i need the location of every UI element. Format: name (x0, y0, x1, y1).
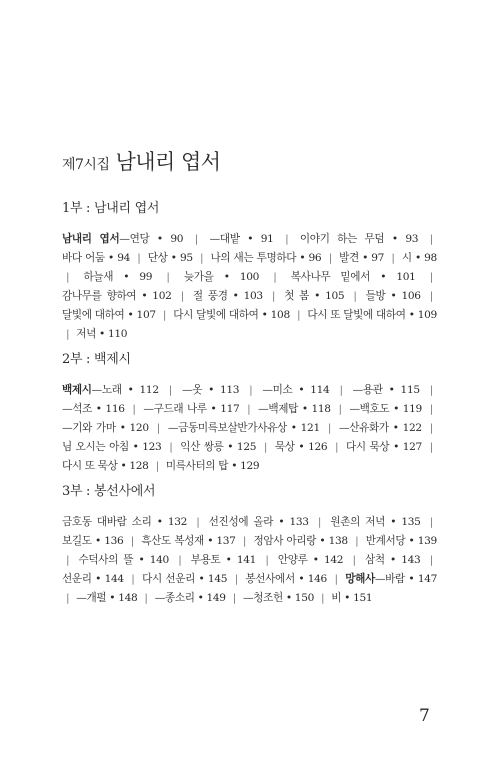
toc-entry: 나의 새는 투명하다 • 96 (210, 252, 322, 264)
toc-entry: 선운리 • 144 (62, 573, 124, 585)
toc-entry: —기와 가마 • 120 (62, 422, 149, 434)
toc-entry: 다시 선운리 • 145 (142, 573, 228, 585)
toc-entries (62, 381, 437, 476)
toc-entry: —백호도 • 119 (349, 403, 422, 415)
toc-entry: 단상 • 95 (147, 252, 193, 264)
toc-separator: | (66, 328, 70, 340)
section-3 (62, 480, 437, 608)
toc-separator: | (242, 535, 247, 547)
toc-entry: 발견 • 97 (339, 252, 385, 264)
toc-separator: | (429, 441, 433, 453)
toc-separator: | (339, 384, 343, 396)
toc-entry: 원촌의 저녁 • 135 (330, 516, 421, 528)
toc-entry: —대밭 • 91 (209, 233, 274, 245)
toc-separator: | (155, 460, 159, 472)
toc-entry: 이야기 하는 무덤 • 93 (299, 233, 419, 245)
collection-prefix: 제7시집 (62, 157, 110, 173)
toc-separator: | (168, 384, 172, 396)
toc-entry: —청조헌 • 150 (242, 592, 314, 604)
toc-separator: | (130, 535, 134, 547)
toc-entry: 익산 쌍릉 • 125 (180, 441, 257, 453)
toc-separator: | (132, 403, 136, 415)
toc-entry: 안양루 • 142 (277, 554, 344, 566)
toc-entry: 삼척 • 143 (365, 554, 421, 566)
toc-separator: | (66, 271, 70, 283)
toc-entry: —백제탑 • 118 (258, 403, 331, 415)
toc-separator: | (162, 309, 167, 321)
toc-entry: 들방 • 106 (365, 290, 421, 302)
toc-entry: 흑산도 복성재 • 137 (141, 535, 236, 547)
toc-entry: 다시 또 달빛에 대하여 • 109 (307, 309, 437, 321)
toc-separator: | (137, 252, 141, 264)
toc-separator: | (66, 592, 70, 604)
toc-separator: | (429, 554, 433, 566)
toc-entry: 보길도 • 136 (62, 535, 124, 547)
toc-separator: | (271, 290, 276, 302)
toc-separator: | (178, 554, 182, 566)
section-heading: 1부 : 남내리 엽서 (62, 201, 160, 216)
page-number: 7 (419, 706, 430, 726)
toc-separator: | (273, 271, 277, 283)
toc-entry: 봉선사에서 • 146 (245, 573, 327, 585)
toc-entry: 님 오시는 아침 • 123 (62, 441, 162, 453)
section-heading: 3부 : 봉선사에서 (62, 484, 156, 499)
toc-separator: | (334, 573, 338, 585)
toc-separator: | (429, 384, 433, 396)
toc-entry: 다시 또 묵상 • 128 (62, 460, 149, 472)
toc-entry: 비 • 151 (331, 592, 373, 604)
toc-separator: | (355, 535, 359, 547)
toc-separator: | (166, 271, 170, 283)
toc-separator: | (234, 573, 238, 585)
toc-separator: | (196, 516, 200, 528)
toc-separator: | (429, 403, 433, 415)
toc-entry: 달빛에 대하여 • 107 (62, 309, 156, 321)
toc-entry: 하늘새 • 99 (83, 271, 153, 283)
toc-entry-subtitle: —연당 • 90 (119, 233, 184, 245)
toc-separator: | (353, 290, 357, 302)
toc-separator: | (296, 309, 301, 321)
toc-separator: | (232, 592, 236, 604)
toc-entry: 금호동 대바람 소리 • 132 (62, 516, 187, 528)
toc-entry: 저녁 • 110 (76, 328, 128, 340)
toc-entry: 부용토 • 141 (190, 554, 257, 566)
toc-entry-series-title: 남내리 엽서 (62, 233, 120, 245)
toc-entry: 선진성에 올라 • 133 (208, 516, 309, 528)
toc-entry: 수덕사의 뜰 • 140 (78, 554, 169, 566)
toc-separator: | (156, 422, 160, 434)
toc-separator: | (265, 554, 269, 566)
toc-entry-subtitle: —노래 • 112 (91, 384, 159, 396)
collection-title (62, 146, 221, 176)
toc-separator: | (328, 252, 332, 264)
toc-entry: 늦가을 • 100 (183, 271, 260, 283)
toc-entry-subtitle: —바람 • 147 (374, 573, 438, 585)
toc-entry: —옷 • 113 (181, 384, 240, 396)
toc-entry: 바다 어둠 • 94 (62, 252, 130, 264)
toc-separator: | (429, 516, 433, 528)
toc-entry: 복사나무 밑에서 • 101 (290, 271, 416, 283)
toc-separator: | (391, 252, 395, 264)
toc-separator: | (429, 290, 433, 302)
toc-entries (62, 230, 437, 344)
toc-separator: | (180, 290, 184, 302)
toc-separator: | (429, 422, 433, 434)
toc-separator: | (338, 403, 342, 415)
toc-entry: 시 • 98 (401, 252, 437, 264)
toc-entry: 묵상 • 126 (274, 441, 328, 453)
toc-entry: —종소리 • 149 (154, 592, 226, 604)
toc-entry: 미륵사터의 탑 • 129 (165, 460, 260, 472)
toc-separator: | (200, 252, 204, 264)
toc-separator: | (194, 233, 199, 245)
toc-entries (62, 513, 437, 608)
toc-entry: —개펄 • 148 (76, 592, 138, 604)
toc-entry: 절 풍경 • 103 (192, 290, 263, 302)
toc-separator: | (169, 441, 173, 453)
toc-separator: | (66, 554, 70, 566)
toc-separator: | (263, 441, 268, 453)
section-heading: 2부 : 백제시 (62, 352, 131, 367)
collection-name: 남내리 엽서 (115, 150, 221, 174)
toc-entry: 다시 달빛에 대하여 • 108 (173, 309, 290, 321)
toc-entry: —산유화가 • 122 (339, 422, 422, 434)
toc-separator: | (285, 233, 289, 245)
toc-entry: —용관 • 115 (352, 384, 420, 396)
toc-entry: —구드래 나루 • 117 (143, 403, 240, 415)
toc-separator: | (429, 233, 433, 245)
toc-separator: | (131, 573, 135, 585)
toc-separator: | (335, 441, 339, 453)
toc-separator: | (321, 592, 325, 604)
toc-separator: | (249, 384, 253, 396)
toc-entry: —금동미륵보살반가사유상 • 121 (167, 422, 320, 434)
toc-separator: | (317, 516, 322, 528)
toc-separator: | (144, 592, 148, 604)
toc-separator: | (429, 271, 434, 283)
toc-entry: 반계서당 • 139 (365, 535, 437, 547)
section-2 (62, 348, 437, 476)
toc-entry: —석조 • 116 (62, 403, 125, 415)
toc-entry-series-title: 백제시 (62, 384, 92, 396)
toc-entry: —미소 • 114 (262, 384, 330, 396)
toc-entry-series-title: 망해사 (345, 573, 375, 585)
section-1 (62, 197, 437, 344)
toc-separator: | (352, 554, 356, 566)
toc-entry: 정암사 아리랑 • 138 (253, 535, 348, 547)
toc-entry: 다시 묵상 • 127 (346, 441, 422, 453)
toc-entry: 감나무를 향하여 • 102 (62, 290, 172, 302)
toc-entry: 첫 봄 • 105 (284, 290, 345, 302)
toc-entry (345, 573, 437, 585)
toc-entry (62, 384, 159, 396)
toc-separator: | (327, 422, 332, 434)
toc-separator: | (247, 403, 251, 415)
toc-entry (62, 233, 183, 245)
